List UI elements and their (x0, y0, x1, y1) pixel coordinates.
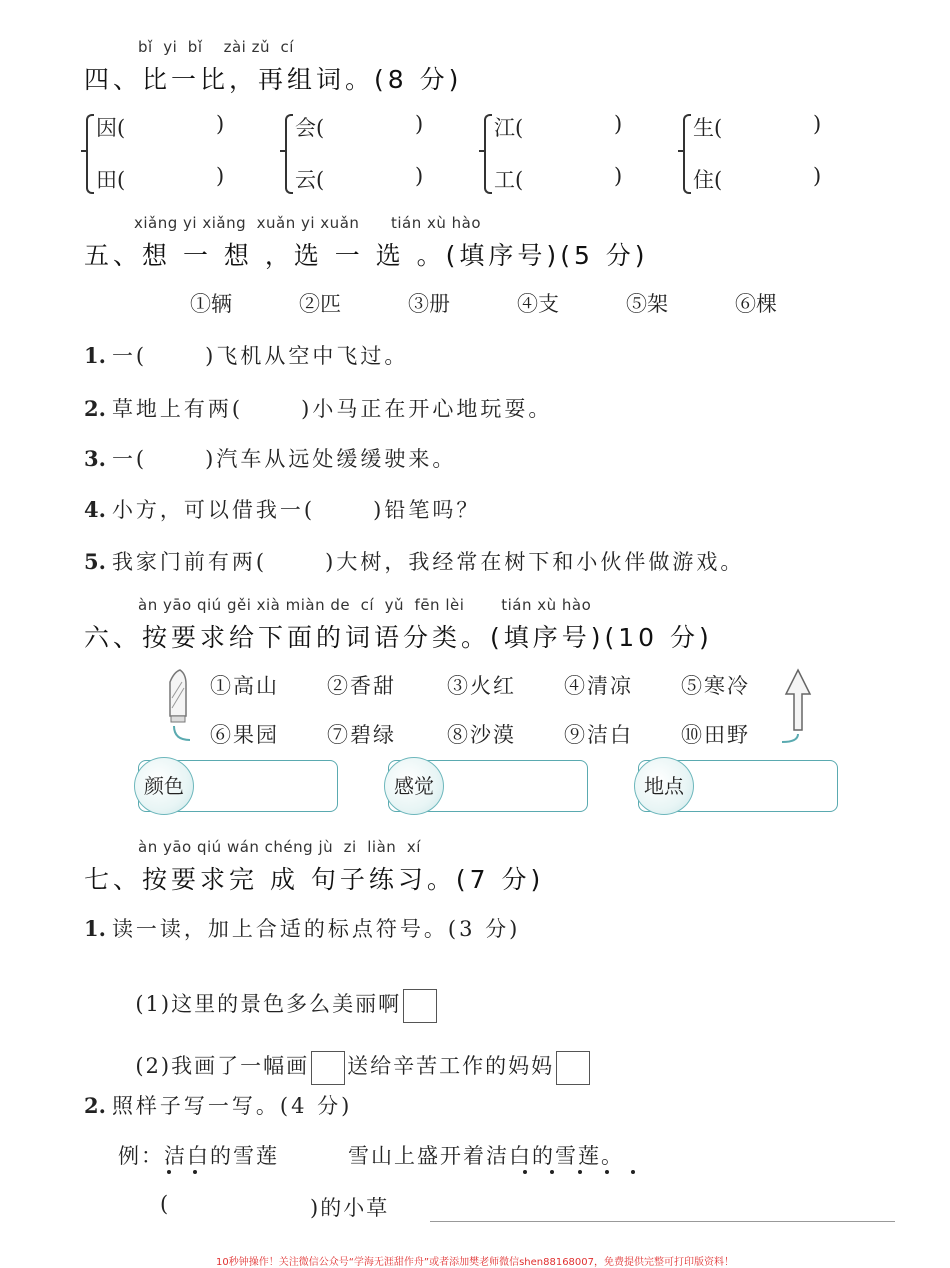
question-number: 4. (84, 497, 106, 522)
category-box-feeling[interactable] (388, 760, 588, 812)
word-item-9: ⑨洁白 (564, 723, 633, 747)
section6-pinyin: àn yāo qiú gěi xià miàn de cí yǔ fēn lèi tián xù hào (138, 596, 592, 614)
question-text[interactable]: 小方，可以借我一( )铅笔吗？ (111, 498, 481, 522)
char-pair-2 (285, 112, 485, 194)
question-text[interactable]: 一( )汽车从远处缓缓驶来。 (111, 447, 457, 471)
example-sentence: 雪山上盛开着洁白的雪莲。 (348, 1144, 624, 1168)
sentence-text: (2)我画了一幅画 (135, 1054, 310, 1078)
section6-heading: 六、按要求给下面的词语分类。(填序号)(10 分) (84, 623, 713, 652)
pair-top-blank[interactable]: ) (415, 112, 424, 136)
category-label: 地点 (634, 757, 694, 815)
pair-top-label: 因( (96, 116, 126, 140)
question-text: 照样子写一写。(4 分) (111, 1094, 353, 1118)
pair-bottom-label: 云( (295, 168, 325, 192)
arrow-up-icon (778, 664, 818, 748)
pair-bottom-label: 工( (494, 168, 524, 192)
question-number: 1. (84, 343, 106, 368)
punctuation-line-2 (118, 1026, 592, 1085)
word-item-2: ②香甜 (327, 674, 396, 698)
pair-top-blank[interactable]: ) (813, 112, 822, 136)
blank-close: )的小草 (310, 1196, 390, 1220)
pair-bottom-label: 田( (96, 168, 126, 192)
question-5 (84, 546, 744, 576)
pair-top-blank[interactable]: ) (216, 112, 225, 136)
section7-heading: 七、按要求完 成 句子练习。(7 分) (84, 865, 545, 894)
category-label: 感觉 (384, 757, 444, 815)
question-2 (84, 393, 552, 423)
pair-top-label: 生( (693, 116, 723, 140)
question-1 (84, 340, 408, 370)
question-number: 5. (84, 549, 106, 574)
punctuation-box[interactable] (403, 989, 437, 1023)
pair-top-label: 会( (295, 116, 325, 140)
word-item-10: ⑩田野 (681, 723, 750, 747)
emphasis-dot (631, 1170, 635, 1174)
word-item-6: ⑥果园 (210, 723, 279, 747)
pair-bottom-label: 住( (693, 168, 723, 192)
category-box-color[interactable] (138, 760, 338, 812)
word-item-3: ③火红 (447, 674, 516, 698)
punctuation-box[interactable] (311, 1051, 345, 1085)
question-4 (84, 494, 480, 524)
pencil-icon (160, 668, 200, 748)
section7-pinyin: àn yāo qiú wán chéng jù zi liàn xí (138, 838, 421, 856)
option-1: ①辆 (190, 292, 232, 316)
brace-mark (285, 114, 293, 194)
question-text[interactable]: 我家门前有两( )大树，我经常在树下和小伙伴做游戏。 (111, 550, 745, 574)
emphasis-dot (167, 1170, 171, 1174)
pair-top-label: 江( (494, 116, 524, 140)
pair-bottom-blank[interactable]: ) (415, 164, 424, 188)
sentence-text: (1)这里的景色多么美丽啊 (135, 992, 402, 1016)
emphasis-dot (523, 1170, 527, 1174)
punctuation-line-1 (118, 964, 439, 1023)
option-4: ④支 (517, 292, 559, 316)
question-number: 3. (84, 446, 106, 471)
question-number: 1. (84, 916, 106, 941)
word-item-5: ⑤寒冷 (681, 674, 750, 698)
category-box-place[interactable] (638, 760, 838, 812)
question-3 (84, 443, 456, 473)
section4-pinyin: bǐ yi bǐ zài zǔ cí (138, 38, 294, 56)
question-text[interactable]: 一( )飞机从空中飞过。 (111, 344, 409, 368)
option-2: ②匹 (299, 292, 341, 316)
question-number: 2. (84, 1093, 106, 1118)
pair-bottom-blank[interactable]: ) (216, 164, 225, 188)
pair-bottom-blank[interactable]: ) (813, 164, 822, 188)
brace-mark (484, 114, 492, 194)
char-pair-1 (86, 112, 286, 194)
footer-note: 10秒钟操作！关注微信公众号“学海无涯甜作舟”或者添加樊老师微信shen88168007，免费提供完整可打印版资料！ (215, 1257, 735, 1268)
sub-question-1 (84, 913, 520, 943)
sentence-text: 送给辛苦工作的妈妈 (347, 1054, 555, 1078)
brace-mark (86, 114, 94, 194)
section5-pinyin: xiǎng yi xiǎng xuǎn yi xuǎn tián xù hào (134, 214, 482, 232)
punctuation-box[interactable] (556, 1051, 590, 1085)
option-5: ⑤架 (626, 292, 668, 316)
emphasis-dot (550, 1170, 554, 1174)
question-text[interactable]: 草地上有两( )小马正在开心地玩耍。 (111, 397, 553, 421)
word-item-1: ①高山 (210, 674, 279, 698)
question-number: 2. (84, 396, 106, 421)
word-item-4: ④清凉 (564, 674, 633, 698)
emphasis-dot (605, 1170, 609, 1174)
category-label: 颜色 (134, 757, 194, 815)
option-3: ③册 (408, 292, 450, 316)
section4-heading: 四、比一比，再组词。(8 分) (84, 65, 463, 94)
char-pair-4 (683, 112, 883, 194)
answer-line[interactable] (430, 1221, 895, 1222)
emphasis-dot (578, 1170, 582, 1174)
word-item-8: ⑧沙漠 (447, 723, 516, 747)
example-label: 例：洁白的雪莲 (118, 1144, 279, 1168)
pair-bottom-blank[interactable]: ) (614, 164, 623, 188)
section5-heading: 五、想 一 想 ，选 一 选 。(填序号)(5 分) (84, 241, 649, 270)
sub-question-2 (84, 1090, 352, 1120)
word-item-7: ⑦碧绿 (327, 723, 396, 747)
emphasis-dot (193, 1170, 197, 1174)
question-text: 读一读，加上合适的标点符号。(3 分) (111, 917, 521, 941)
blank-open: ( (160, 1192, 171, 1216)
pair-top-blank[interactable]: ) (614, 112, 623, 136)
char-pair-3 (484, 112, 684, 194)
brace-mark (683, 114, 691, 194)
option-6: ⑥棵 (735, 292, 777, 316)
